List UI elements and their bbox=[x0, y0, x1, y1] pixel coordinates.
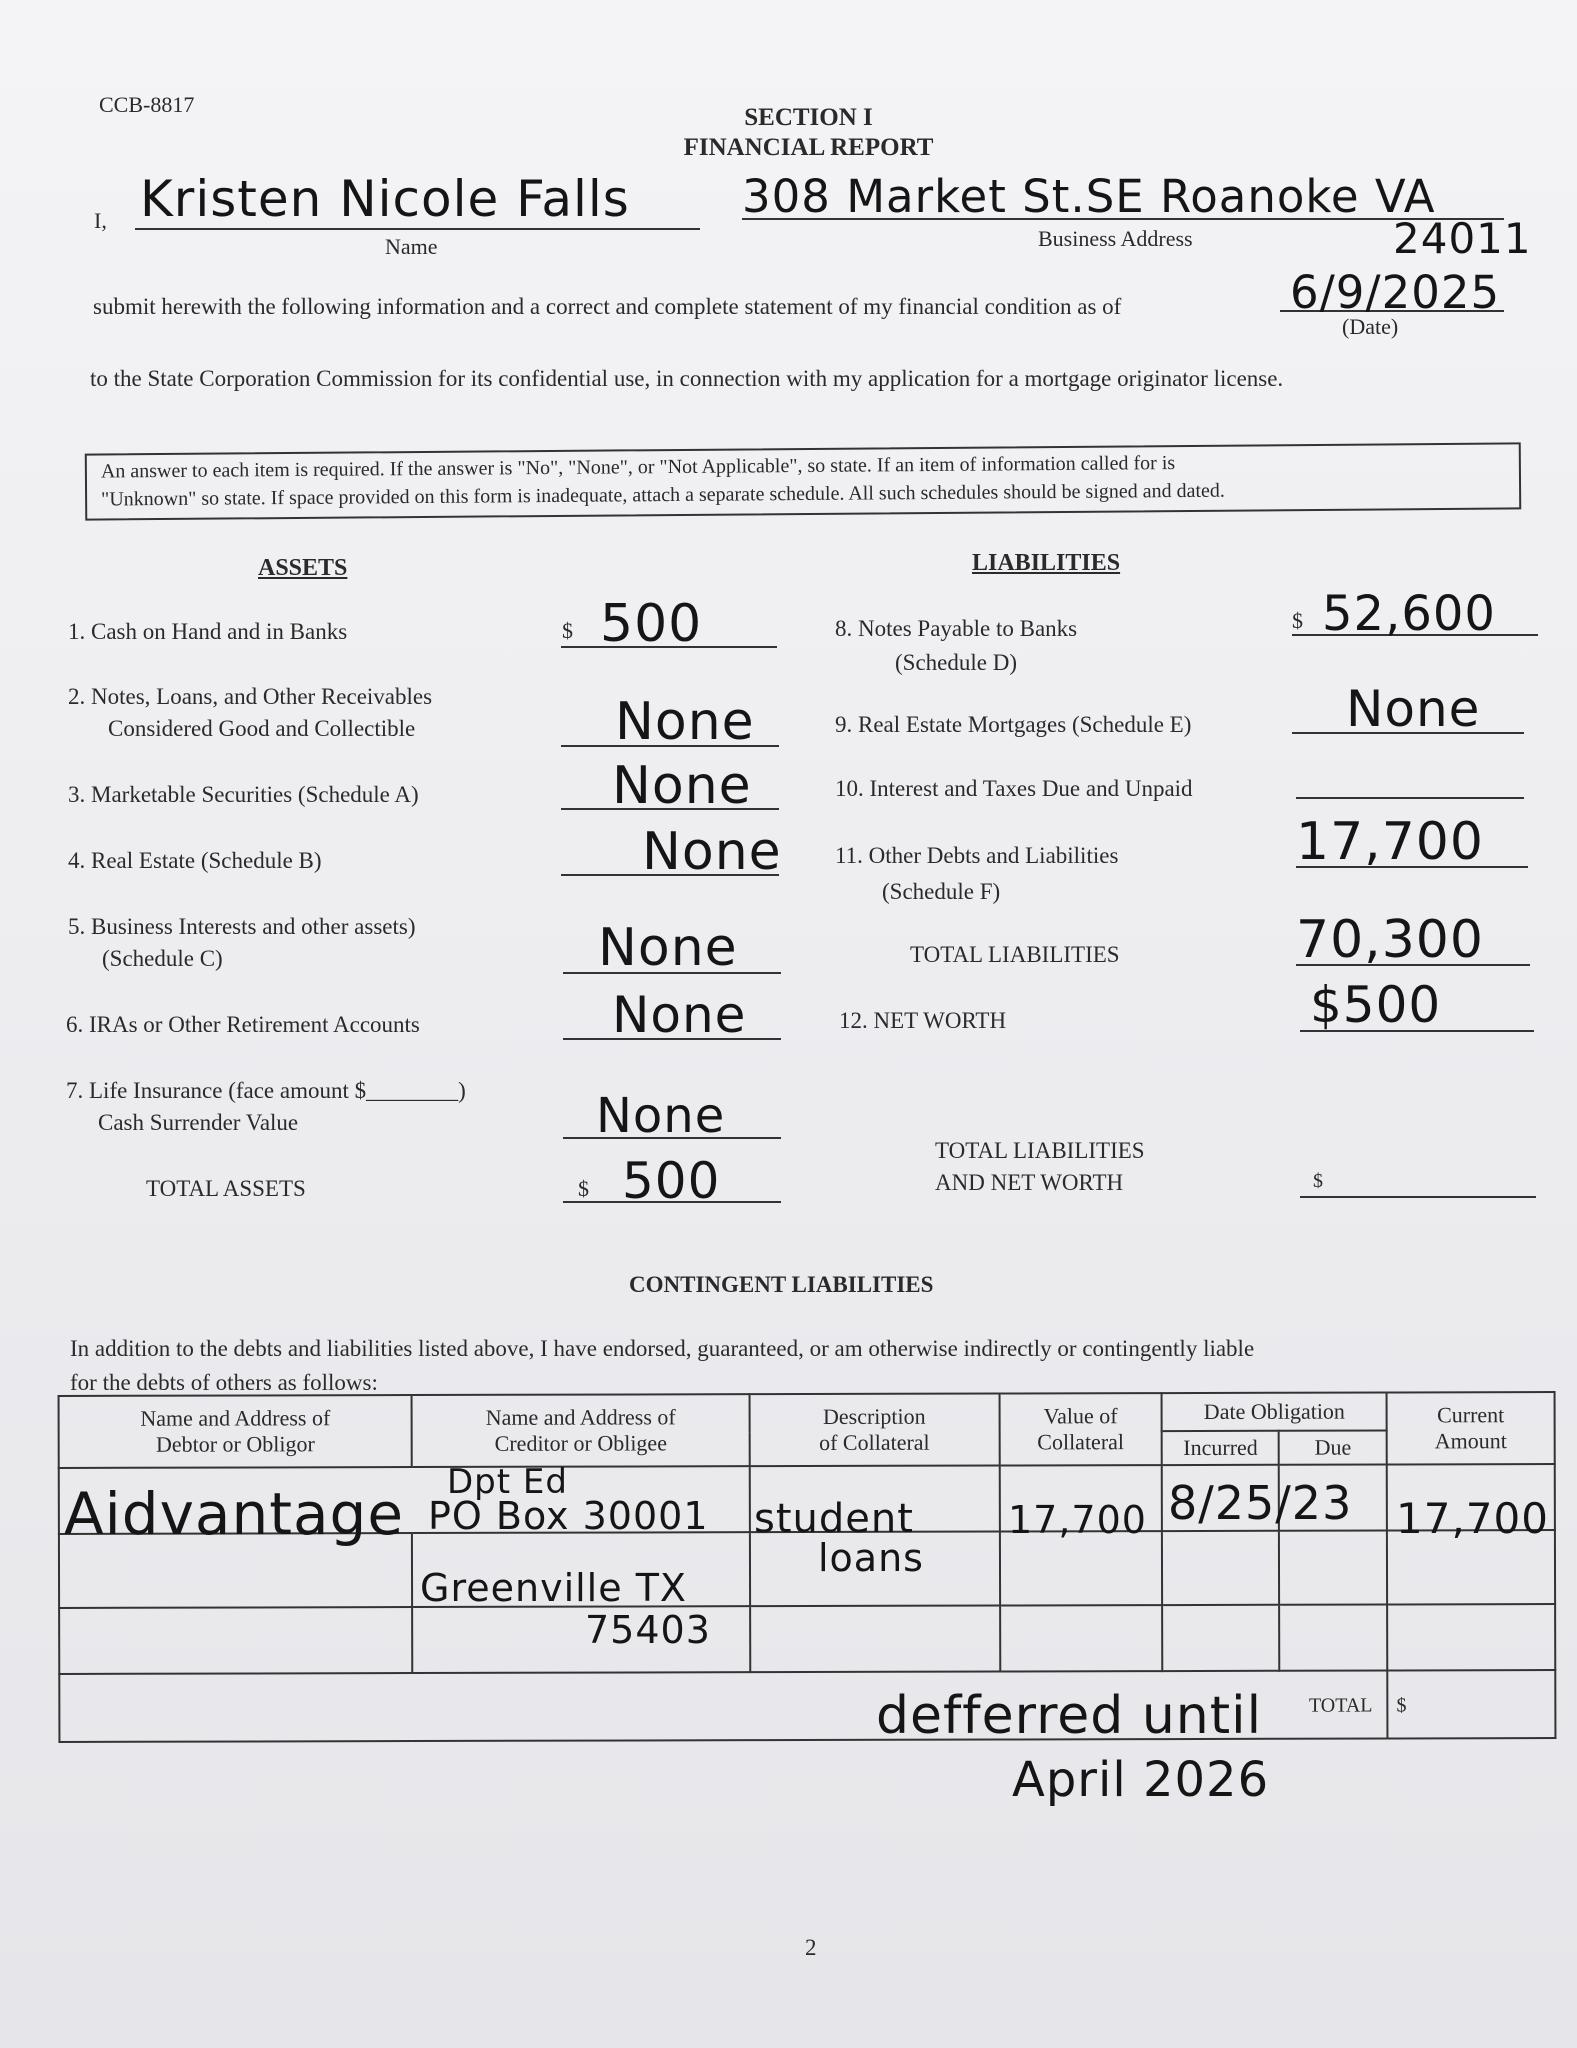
total-assets-dollar: $ bbox=[578, 1176, 589, 1201]
asset-life-insurance-label: 7. Life Insurance (face amount $________) bbox=[66, 1078, 466, 1103]
liability-mortgages-label: 9. Real Estate Mortgages (Schedule E) bbox=[835, 712, 1192, 737]
asset-securities-label: 3. Marketable Securities (Schedule A) bbox=[68, 782, 419, 807]
section-label: SECTION I bbox=[744, 104, 873, 131]
contingent-intro-2: for the debts of others as follows: bbox=[70, 1370, 378, 1395]
asset-business-label: 5. Business Interests and other assets) bbox=[68, 914, 416, 939]
contingent-total-label: TOTAL bbox=[1308, 1694, 1373, 1717]
liability-other-value: 17,700 bbox=[1296, 812, 1484, 872]
liability-notes-value: 52,600 bbox=[1322, 586, 1496, 642]
liabilities-heading: LIABILITIES bbox=[972, 550, 1121, 576]
asset-cash-dollar: $ bbox=[562, 618, 573, 643]
header-incurred: Incurred bbox=[1162, 1431, 1279, 1465]
page-number: 2 bbox=[805, 1935, 817, 1960]
liability-interest-line bbox=[1296, 797, 1524, 799]
table-row bbox=[59, 1604, 1555, 1674]
liability-other-label-2: (Schedule F) bbox=[882, 879, 1001, 904]
table-header-row bbox=[59, 1392, 1555, 1434]
liability-mortgages-value: None bbox=[1346, 680, 1481, 738]
creditor-line-4: 75403 bbox=[585, 1608, 711, 1652]
asset-business-value: None bbox=[598, 918, 738, 978]
instructions-line-2: "Unknown" so state. If space provided on this form is inadequate, attach a separate schedule. All such schedules should be signed and dated. bbox=[101, 479, 1225, 511]
deferred-note-1: defferred until bbox=[876, 1686, 1263, 1746]
deferred-note-2: April 2026 bbox=[1012, 1752, 1270, 1808]
header-collateral-value: Value of Collateral bbox=[999, 1393, 1162, 1465]
incurred-entry: 8/25/23 bbox=[1168, 1476, 1353, 1530]
form-code: CCB-8817 bbox=[99, 92, 195, 117]
total-assets-label: TOTAL ASSETS bbox=[146, 1176, 306, 1201]
asset-cash-label: 1. Cash on Hand and in Banks bbox=[68, 619, 348, 644]
total-assets-value: 500 bbox=[622, 1152, 721, 1210]
instructions-box bbox=[85, 442, 1521, 520]
contingent-liabilities-table bbox=[58, 1391, 1557, 1743]
date-caption: (Date) bbox=[1342, 314, 1399, 339]
creditor-line-3: Greenville TX bbox=[420, 1566, 687, 1610]
asset-business-label-2: (Schedule C) bbox=[102, 946, 223, 971]
header-date-obligation: Date Obligation bbox=[1162, 1392, 1387, 1431]
description-line-2: loans bbox=[818, 1536, 924, 1580]
name-line bbox=[135, 228, 700, 230]
assets-heading: ASSETS bbox=[258, 555, 348, 581]
total-lnw-label-2: AND NET WORTH bbox=[935, 1170, 1124, 1195]
net-worth-label: 12. NET WORTH bbox=[839, 1008, 1007, 1033]
asset-securities-value: None bbox=[612, 756, 752, 816]
creditor-line-2: PO Box 30001 bbox=[428, 1494, 709, 1538]
value-entry: 17,700 bbox=[1008, 1498, 1147, 1542]
i-label: I, bbox=[94, 208, 107, 233]
asset-real-estate-label: 4. Real Estate (Schedule B) bbox=[68, 848, 322, 873]
asset-cash-value: 500 bbox=[600, 594, 703, 654]
date-value: 6/9/2025 bbox=[1290, 266, 1501, 319]
commission-text: to the State Corporation Commission for its confidential use, in connection with my application for a mortgage originator license. bbox=[90, 366, 1284, 391]
header-due: Due bbox=[1279, 1430, 1387, 1464]
form-title: FINANCIAL REPORT bbox=[683, 134, 934, 161]
debtor-value: Aidvantage bbox=[64, 1480, 405, 1548]
description-line-1: student bbox=[754, 1496, 914, 1542]
address-zip: 24011 bbox=[1393, 214, 1532, 263]
asset-real-estate-value: None bbox=[642, 822, 782, 882]
instructions-line-1: An answer to each item is required. If the answer is "No", "None", or "Not Applicable", so state. If an item of information called for is bbox=[100, 452, 1176, 483]
submit-text: submit herewith the following information and a correct and complete statement of my financial condition as of bbox=[93, 294, 1122, 319]
total-liabilities-value: 70,300 bbox=[1296, 910, 1484, 970]
contingent-total-dollar: $ bbox=[1396, 1694, 1407, 1717]
address-caption: Business Address bbox=[1038, 226, 1193, 251]
header-debtor: Name and Address of Debtor or Obligor bbox=[59, 1395, 413, 1468]
asset-life-insurance-label-2: Cash Surrender Value bbox=[98, 1110, 299, 1135]
total-value-cell bbox=[1387, 1670, 1555, 1738]
asset-ira-value: None bbox=[612, 986, 747, 1044]
address-value: 308 Market St.SE Roanoke VA bbox=[742, 170, 1436, 223]
liability-notes-label: 8. Notes Payable to Banks bbox=[835, 616, 1078, 641]
liability-notes-label-2: (Schedule D) bbox=[895, 650, 1017, 675]
liability-notes-dollar: $ bbox=[1292, 608, 1303, 633]
net-worth-value: $500 bbox=[1310, 976, 1442, 1034]
total-lnw-label-1: TOTAL LIABILITIES bbox=[935, 1138, 1145, 1163]
contingent-intro-1: In addition to the debts and liabilities listed above, I have endorsed, guaranteed, or am otherwise indirectly or contingently liable bbox=[70, 1336, 1255, 1361]
asset-receivables-value: None bbox=[615, 692, 755, 752]
total-lnw-dollar: $ bbox=[1313, 1170, 1323, 1192]
creditor-line-1: Dpt Ed bbox=[447, 1462, 568, 1502]
name-value: Kristen Nicole Falls bbox=[140, 170, 630, 228]
total-lnw-line bbox=[1300, 1196, 1536, 1198]
header-creditor: Name and Address of Creditor or Obligee bbox=[412, 1394, 750, 1467]
header-collateral-description: Description of Collateral bbox=[749, 1393, 999, 1466]
liability-other-label: 11. Other Debts and Liabilities bbox=[835, 843, 1119, 868]
asset-receivables-label: 2. Notes, Loans, and Other Receivables bbox=[68, 684, 433, 709]
total-liabilities-label: TOTAL LIABILITIES bbox=[910, 942, 1120, 967]
asset-life-insurance-value: None bbox=[596, 1088, 726, 1144]
header-current-amount: Current Amount bbox=[1387, 1392, 1555, 1464]
liability-interest-label: 10. Interest and Taxes Due and Unpaid bbox=[835, 776, 1193, 801]
contingent-heading: CONTINGENT LIABILITIES bbox=[629, 1272, 934, 1297]
name-caption: Name bbox=[385, 234, 438, 259]
asset-receivables-label-2: Considered Good and Collectible bbox=[108, 716, 416, 741]
current-entry: 17,700 bbox=[1396, 1494, 1549, 1543]
table-total-row bbox=[59, 1670, 1555, 1742]
asset-ira-label: 6. IRAs or Other Retirement Accounts bbox=[66, 1012, 420, 1037]
